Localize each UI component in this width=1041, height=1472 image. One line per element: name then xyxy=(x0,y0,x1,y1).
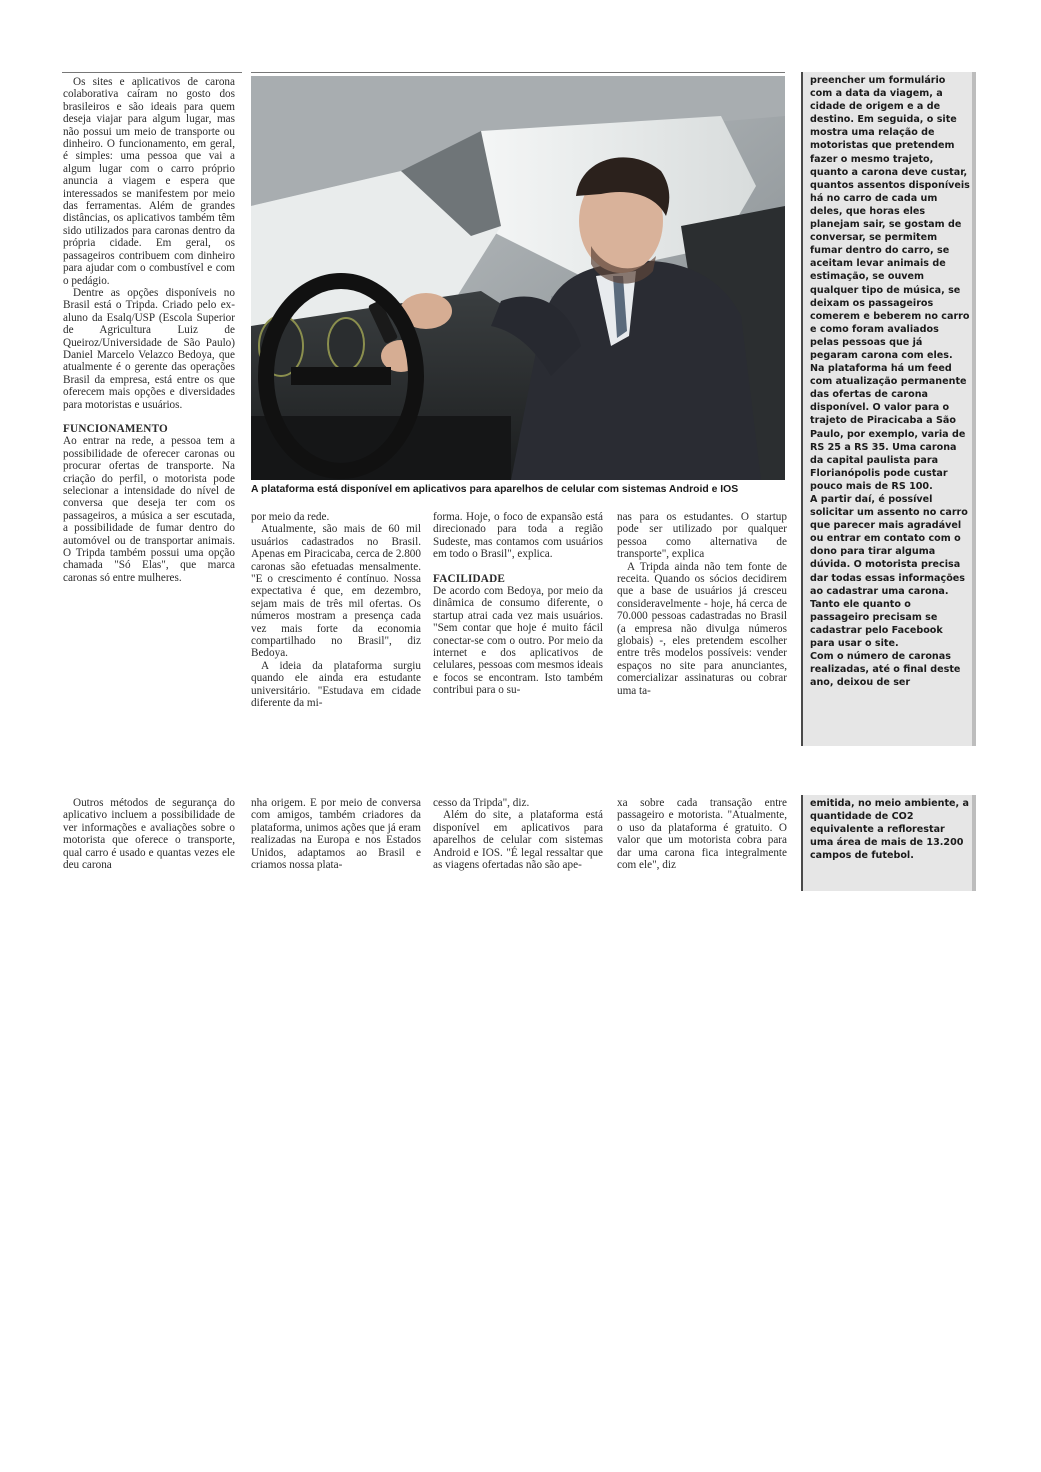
sidebar-paragraph: Com o número de caronas realizadas, até o final deste ano, deixou de ser xyxy=(810,651,961,689)
lower-column-2 xyxy=(251,797,421,871)
top-rule-photo xyxy=(251,72,785,73)
sidebar-paragraph: A partir daí, é possível solicitar um assento no carro que parecer mais agradável ou entrar em contato com o dono para tirar alguma dúvida. O motorista precisa dar todas essas informações ao cadastrar uma carona. Tanto ele quanto o passageiro precisam se cadastrar pelo Facebook para usar o site. xyxy=(810,494,968,650)
paragraph: nha origem. E por meio de conversa com amigos, também criadores da plataforma, unimos ações que já eram realizadas na Europa e nos Estados Unidos, adaptamos ao Brasil e criamos nossa plata- xyxy=(251,797,421,872)
article-column-2 xyxy=(251,511,421,710)
sidebar-paragraph: Na plataforma há um feed com atualização permanente das ofertas de carona disponível. O valor para o trajeto de Piracicaba a São Paulo, por exemplo, varia de RS 25 a RS 35. Uma carona da capital paulista para Florianópolis pode custar pouco mais de RS 100. xyxy=(810,363,967,492)
article-column-3 xyxy=(433,511,603,697)
sidebar-box xyxy=(801,72,976,746)
top-rule xyxy=(62,72,242,73)
sidebar-rule xyxy=(801,72,803,746)
sidebar-shadow xyxy=(972,72,976,746)
paragraph: forma. Hoje, o foco de expansão está direcionado para toda a região Sudeste, mas contamos com usuários em todo o Brasil", explica. xyxy=(433,511,603,561)
paragraph: Dentre as opções disponíveis no Brasil está o Tripda. Criado pelo ex-aluno da Esalq/USP (Escola Superior de Agricultura Luiz de Queiroz/Universidade de São Paulo) Daniel Marcelo Velazco Bedoya, que atualmente é o gerente das operações Brasil da empresa, está entre os que oferecem mais opções e diversidades para motoristas e usuários. xyxy=(63,286,235,411)
paragraph: De acordo com Bedoya, por meio da dinâmica de consumo diferente, o startup atrai cada vez mais usuários. "Sem contar que hoje é muito fácil conectar-se com o outro. Por meio da internet e dos aplicativos de celulares, pessoas com mesmos ideais e focos se encontram. Isto também contribui para o su- xyxy=(433,585,603,697)
article-photo xyxy=(251,76,785,480)
sidebar-shadow xyxy=(972,795,976,891)
paragraph: Atualmente, são mais de 60 mil usuários cadastrados no Brasil. Apenas em Piracicaba, cerca de 2.800 caronas são efetuadas mensalmente. "E o crescimento é contínuo. Nossa expectativa é que, em dezembro, sejam mais de três mil ofertas. Os números mostram a presença cada vez mais forte da economia compartilhado no Brasil", diz Bedoya. xyxy=(251,523,421,660)
lower-column-1 xyxy=(63,797,235,871)
paragraph: Outros métodos de segurança do aplicativo incluem a possibilidade de ver informações e avaliações sobre o motorista que oferece o transporte, qual carro é usado e quantas vezes ele deu carona xyxy=(63,797,235,872)
lower-column-4 xyxy=(617,797,787,871)
paragraph: cesso da Tripda", diz. xyxy=(433,797,530,809)
article-column-1 xyxy=(63,76,235,584)
sidebar-paragraph: emitida, no meio ambiente, a quantidade de CO2 equivalente a reflorestar uma área de mais de 13.200 campos de futebol. xyxy=(810,798,969,862)
lower-sidebar-box xyxy=(801,795,976,891)
paragraph: A ideia da plataforma surgiu quando ele ainda era estudante universitário. "Estudava em cidade diferente da mi- xyxy=(251,659,421,710)
section-heading-facilidade: FACILIDADE xyxy=(433,572,506,585)
paragraph: Ao entrar na rede, a pessoa tem a possibilidade de oferecer caronas ou procurar ofertas de transporte. Na criação do perfil, o motorista pode selecionar a intensidade do nível de conversa que deseja ter com os passageiros, a música a ser escutada, a possibilidade de fumar dentro do automóvel ou de transportar animais. O Tripda também possui uma opção chamada "Só Elas", que marca caronas só entre mulheres. xyxy=(63,435,235,584)
man-in-car-photo xyxy=(251,76,785,480)
paragraph: Os sites e aplicativos de carona colaborativa caíram no gosto dos brasileiros e são ideais para quem deseja viajar para algum lugar, mas não possui um meio de transporte ou dinheiro. O funcionamento, em geral, é simples: uma pessoa que vai a algum lugar com o carro próprio anuncia a viagem e espera que interessados se manifestem por meio das ferramentas. Além de grandes distâncias, os aplicativos também têm sido utilizados para caronas dentro da própria cidade. Em geral, os passageiros contribuem com dinheiro para ajudar com o combustível e com o pedágio. xyxy=(63,76,235,287)
photo-caption: A plataforma está disponível em aplicativos para aparelhos de celular com sistemas Android e IOS xyxy=(251,484,739,495)
paragraph: por meio da rede. xyxy=(251,511,330,523)
paragraph: xa sobre cada transação entre passageiro e motorista. "Atualmente, o uso da plataforma é gratuito. O valor que um motorista cobra para dar uma carona fica integralmente com ele", diz xyxy=(617,797,787,872)
sidebar-paragraph: preencher um formulário com a data da viagem, a cidade de origem e a de destino. Em seguida, o site mostra uma relação de motoristas que pretendem fazer o mesmo trajeto, quanto a carona deve custar, quantos assentos disponíveis há no carro de cada um deles, que horas eles planejam sair, se gostam de conversar, se permitem fumar dentro do carro, se aceitam levar animais de estimação, se ouvem qualquer tipo de música, se deixam os passageiros comerem e beberem no carro e como foram avaliados pelas pessoas que já pegaram carona com eles. xyxy=(810,75,970,361)
article-column-4 xyxy=(617,511,787,697)
sidebar-rule xyxy=(801,795,803,891)
paragraph: Além do site, a plataforma está disponível em aplicativos para aparelhos de celular com sistemas Android e IOS. "É legal ressaltar que as viagens ofertadas não são ape- xyxy=(433,809,603,872)
lower-column-3 xyxy=(433,797,603,871)
paragraph: A Tripda ainda não tem fonte de receita. Quando os sócios decidirem que a base de usuários já cresceu consideravelmente - hoje, há cerca de 70.000 pessoas cadastradas no Brasil (a empresa não divulga números globais) -, eles pretendem escolher entre três modelos possíveis: vender espaços no site para anunciantes, comercializar assinaturas ou cobrar uma ta- xyxy=(617,560,787,697)
section-heading-funcionamento: FUNCIONAMENTO xyxy=(63,422,168,435)
paragraph: nas para os estudantes. O startup pode ser utilizado por qualquer pessoa como alternativa de transporte", explica xyxy=(617,511,787,561)
